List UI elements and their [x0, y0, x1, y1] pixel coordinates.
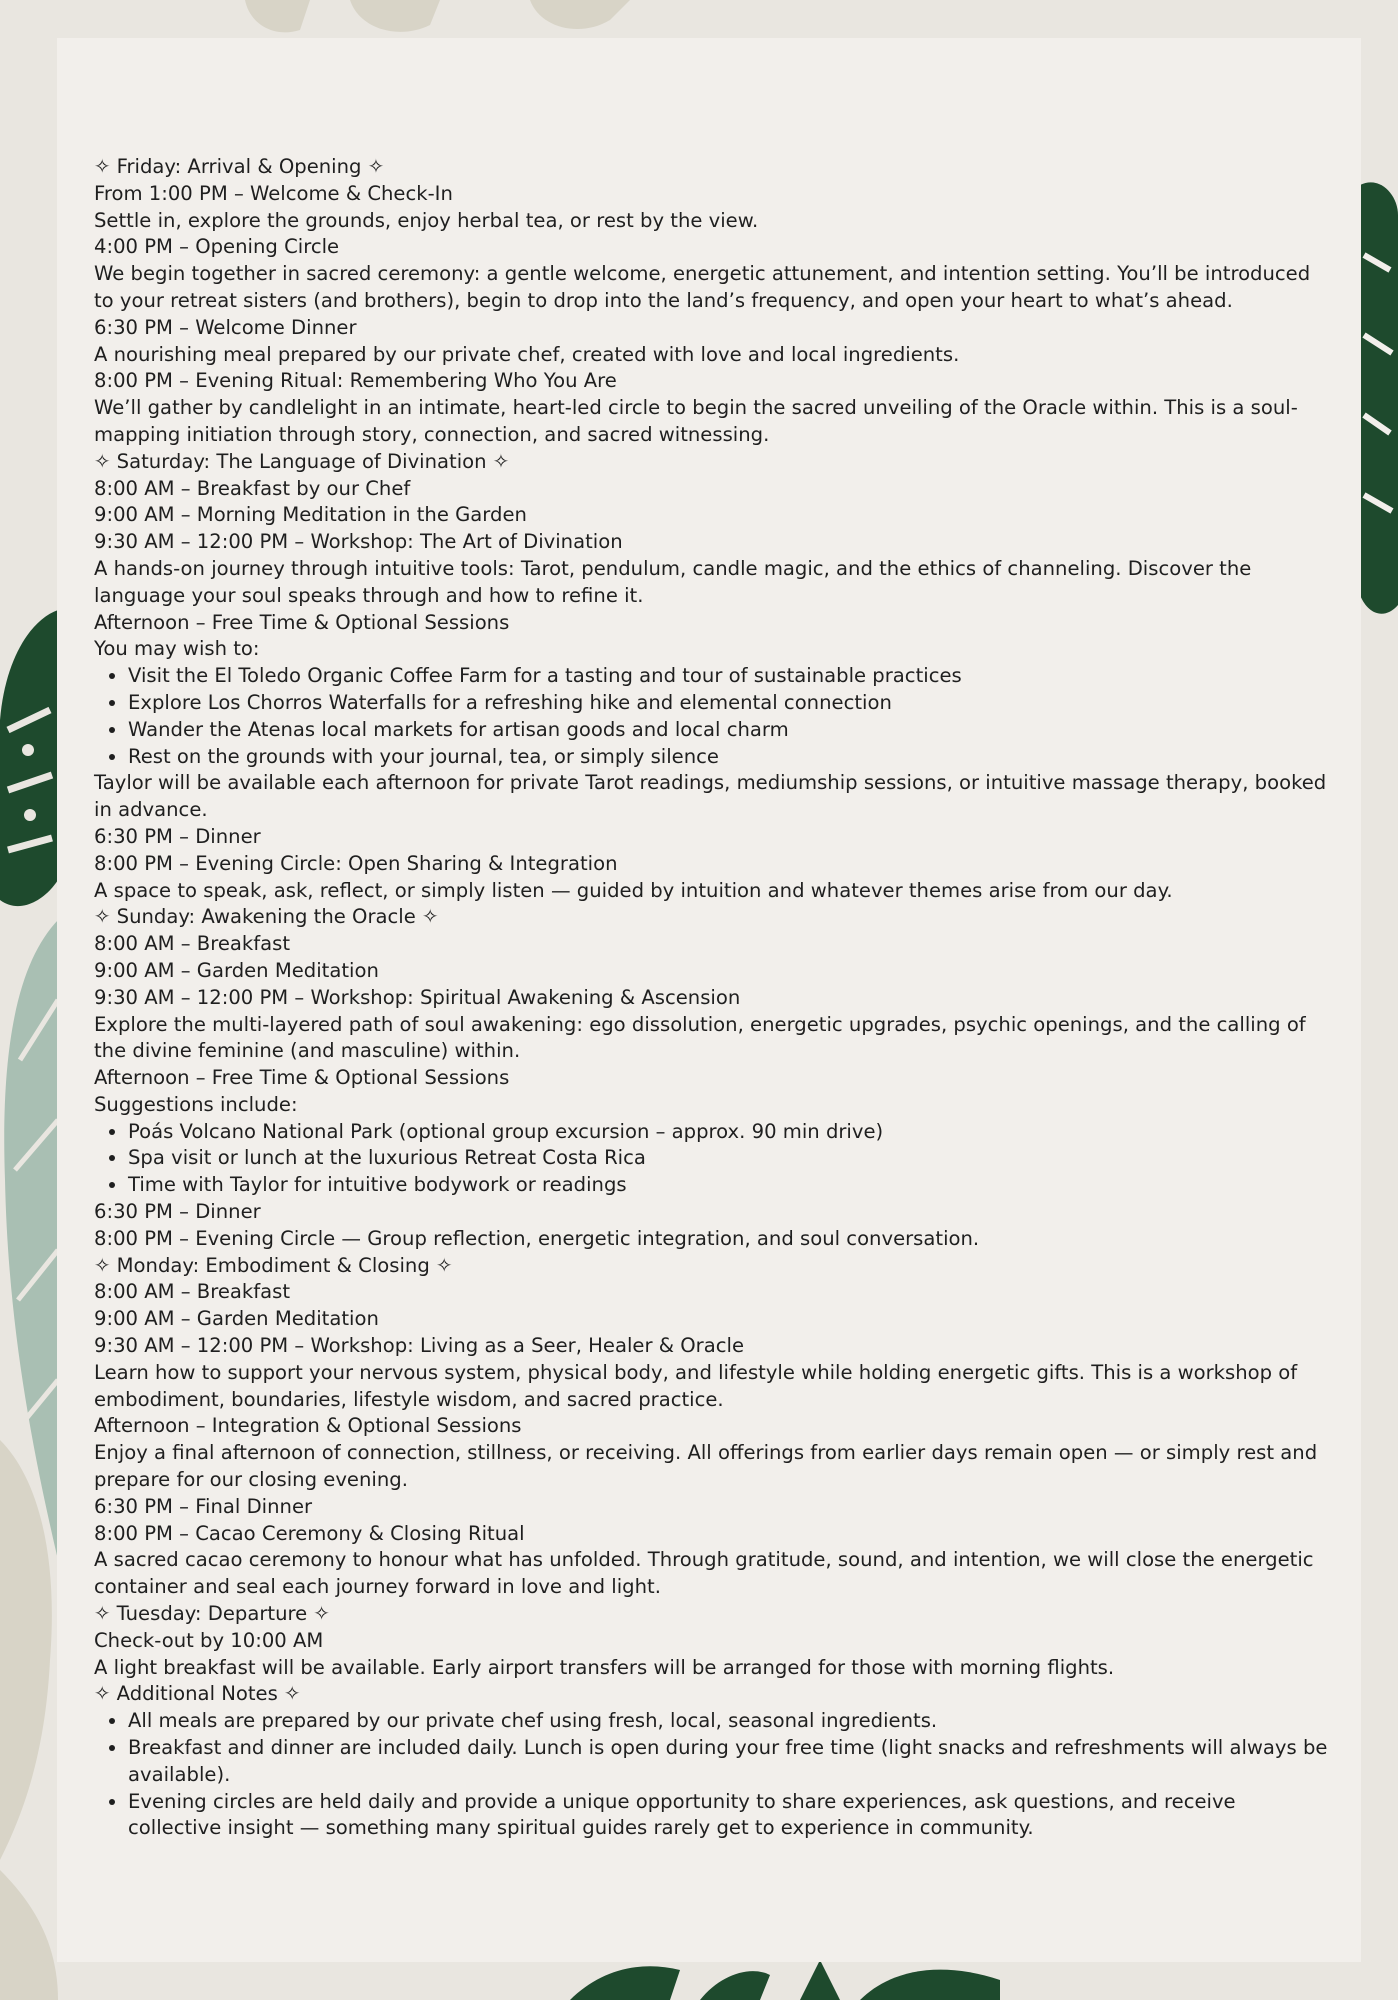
schedule-time: 9:00 AM – Garden Meditation [94, 958, 379, 982]
schedule-description: A space to speak, ask, reflect, or simply listen — guided by intuition and whatever themes arise from our day. [94, 878, 1173, 902]
schedule-note: Taylor will be available each afternoon for private Tarot readings, mediumship sessions, or intuitive massage therapy, booked in advance. [94, 771, 1327, 822]
schedule-time: 8:00 AM – Breakfast [94, 1280, 291, 1304]
schedule-description: A sacred cacao ceremony to honour what has unfolded. Through gratitude, sound, and intention, we will close the energetic container and seal each journey forward in love and light. [94, 1548, 1314, 1599]
fern-leaf-icon [560, 1960, 1020, 2000]
monstera-leaf-icon [0, 600, 58, 920]
schedule-description: A light breakfast will be available. Early airport transfers will be arranged for those with morning flights. [94, 1655, 1115, 1679]
option-list [94, 663, 1330, 770]
schedule-time: Afternoon – Free Time & Optional Sessions [94, 610, 510, 634]
list-item: • Breakfast and dinner are included daily. Lunch is open during your free time (light snacks and refreshments will always be available). [128, 1735, 1330, 1789]
schedule-time: 8:00 PM – Evening Circle: Open Sharing & Integration [94, 851, 618, 875]
option-list [94, 1119, 1330, 1199]
list-item: • Rest on the grounds with your journal, tea, or simply silence [128, 744, 1330, 771]
notes-list [94, 1708, 1330, 1842]
schedule-description: Enjoy a final afternoon of connection, stillness, or receiving. All offerings from earlier days remain open — or simply rest and prepare for our closing evening. [94, 1441, 1318, 1492]
list-item: • Wander the Atenas local markets for artisan goods and local charm [128, 717, 1330, 744]
schedule-time: 8:00 PM – Evening Ritual: Remembering Who You Are [94, 369, 617, 393]
day-heading: ✧ Saturday: The Language of Divination ✧ [94, 449, 510, 473]
list-item: • Evening circles are held daily and provide a unique opportunity to share experiences, ask questions, and receive collective insight — something many spiritual guides rarely get to experience in community. [128, 1789, 1330, 1843]
itinerary-content [94, 154, 1330, 1842]
schedule-time: 9:00 AM – Garden Meditation [94, 1307, 379, 1331]
schedule-description: Learn how to support your nervous system, physical body, and lifestyle while holding energetic gifts. This is a workshop of embodiment, boundaries, lifestyle wisdom, and sacred practice. [94, 1360, 1298, 1411]
monstera-leaf-icon [0, 1440, 58, 2000]
schedule-time: 6:30 PM – Welcome Dinner [94, 315, 357, 339]
schedule-time: Afternoon – Free Time & Optional Sessions [94, 1066, 510, 1090]
list-item: • Explore Los Chorros Waterfalls for a refreshing hike and elemental connection [128, 690, 1330, 717]
list-item: • Poás Volcano National Park (optional group excursion – approx. 90 min drive) [128, 1119, 1330, 1146]
schedule-description: Explore the multi-layered path of soul awakening: ego dissolution, energetic upgrades, psychic openings, and the calling of the divine feminine (and masculine) within. [94, 1012, 1306, 1063]
schedule-time: 8:00 AM – Breakfast [94, 932, 291, 956]
list-item: • Visit the El Toledo Organic Coffee Farm for a tasting and tour of sustainable practices [128, 663, 1330, 690]
schedule-time: 6:30 PM – Dinner [94, 1200, 261, 1224]
day-heading: ✧ Sunday: Awakening the Oracle ✧ [94, 905, 439, 929]
monstera-leaf-icon [230, 0, 650, 40]
day-heading: ✧ Friday: Arrival & Opening ✧ [94, 155, 385, 178]
list-item: • Spa visit or lunch at the luxurious Retreat Costa Rica [128, 1145, 1330, 1172]
schedule-time: 9:30 AM – 12:00 PM – Workshop: Spiritual Awakening & Ascension [94, 985, 741, 1009]
schedule-time: Check-out by 10:00 AM [94, 1628, 324, 1652]
schedule-time: 8:00 PM – Cacao Ceremony & Closing Ritual [94, 1521, 525, 1545]
schedule-description: We begin together in sacred ceremony: a gentle welcome, energetic attunement, and intention setting. You’ll be introduced to your retreat sisters (and brothers), begin to drop into the land’s frequency, and open your heart to what’s ahead. [94, 262, 1311, 312]
schedule-time: 6:30 PM – Final Dinner [94, 1494, 313, 1518]
list-item: • All meals are prepared by our private chef using fresh, local, seasonal ingredients. [128, 1708, 1330, 1735]
schedule-time: 6:30 PM – Dinner [94, 824, 261, 848]
schedule-time: 9:00 AM – Morning Meditation in the Garden [94, 503, 527, 527]
schedule-description: Settle in, explore the grounds, enjoy herbal tea, or rest by the view. [94, 208, 759, 232]
schedule-time: 8:00 PM – Evening Circle — Group reflection, energetic integration, and soul conversation. [94, 1226, 980, 1250]
monstera-leaf-icon [1360, 175, 1398, 625]
schedule-time: 4:00 PM – Opening Circle [94, 235, 340, 259]
schedule-description: Suggestions include: [94, 1092, 298, 1116]
schedule-time: 9:30 AM – 12:00 PM – Workshop: The Art of Divination [94, 530, 623, 554]
schedule-time: 9:30 AM – 12:00 PM – Workshop: Living as a Seer, Healer & Oracle [94, 1334, 745, 1358]
notes-heading: ✧ Additional Notes ✧ [94, 1682, 301, 1706]
schedule-time: Afternoon – Integration & Optional Sessions [94, 1414, 522, 1438]
schedule-description: A hands-on journey through intuitive tools: Tarot, pendulum, candle magic, and the ethics of channeling. Discover the language your soul speaks through and how to refine it. [94, 556, 1252, 607]
schedule-description: A nourishing meal prepared by our private chef, created with love and local ingredients. [94, 342, 960, 366]
day-heading: ✧ Tuesday: Departure ✧ [94, 1602, 330, 1626]
day-heading: ✧ Monday: Embodiment & Closing ✧ [94, 1253, 453, 1277]
list-item: • Time with Taylor for intuitive bodywork or readings [128, 1172, 1330, 1199]
schedule-time: 8:00 AM – Breakfast by our Chef [94, 476, 411, 500]
schedule-description: You may wish to: [94, 637, 260, 661]
schedule-time: From 1:00 PM – Welcome & Check-In [94, 181, 453, 205]
schedule-description: We’ll gather by candlelight in an intimate, heart-led circle to begin the sacred unveiling of the Oracle within. This is a soul-mapping initiation through story, connection, and sacred witnessing. [94, 396, 1298, 446]
